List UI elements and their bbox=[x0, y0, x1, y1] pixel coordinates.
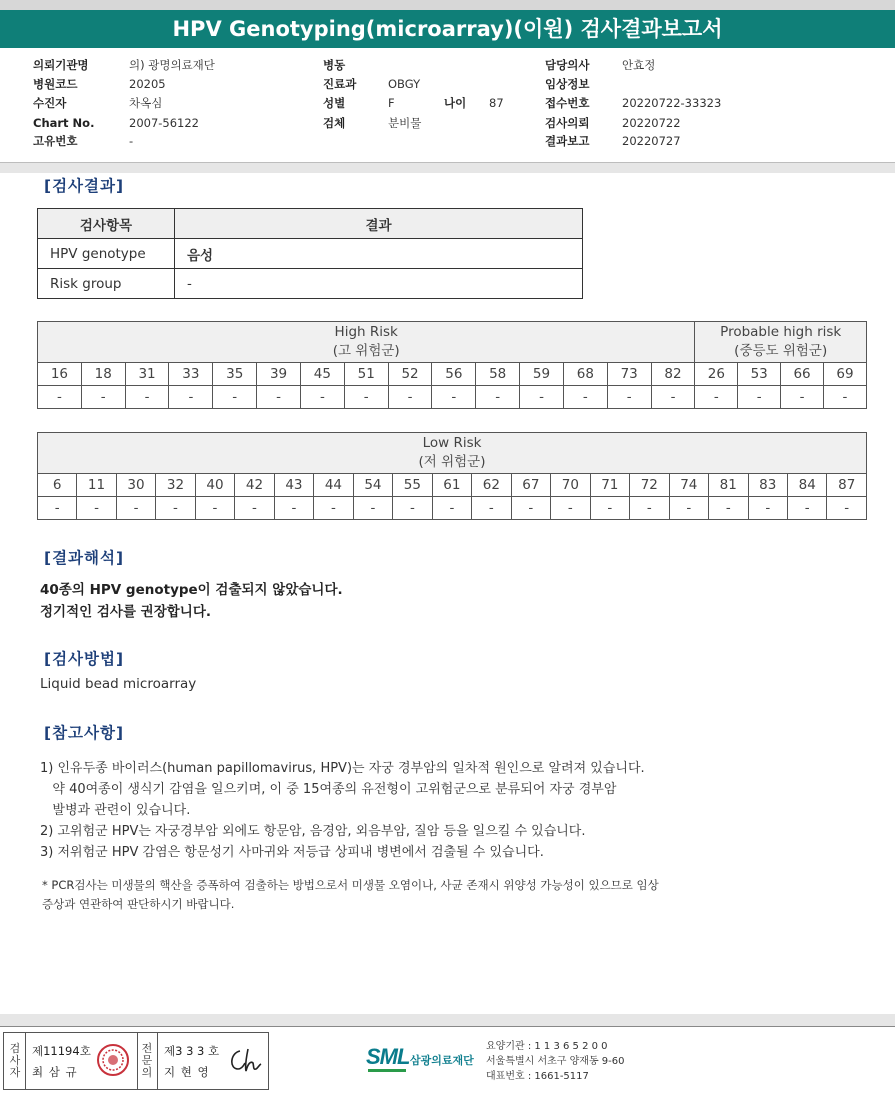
genotype-number: 71 bbox=[590, 474, 629, 497]
interpretation-line-2: 정기적인 검사를 권장합니다. bbox=[40, 604, 212, 620]
low-risk-title-kr: (저 위험군) bbox=[418, 454, 486, 470]
info-value: 2007-56122 bbox=[129, 116, 199, 130]
table-row bbox=[38, 239, 583, 269]
section-method-heading: [검사방법] bbox=[44, 650, 125, 668]
genotype-result: - bbox=[520, 386, 564, 409]
genotype-number: 51 bbox=[344, 363, 388, 386]
genotype-number: 81 bbox=[709, 474, 748, 497]
genotype-result: - bbox=[125, 386, 169, 409]
genotype-result: - bbox=[551, 497, 590, 520]
info-label: 고유번호 bbox=[33, 134, 78, 148]
genotype-number: 32 bbox=[156, 474, 195, 497]
reference-note-line: * PCR검사는 미생물의 핵산을 증폭하여 검출하는 방법으로서 미생물 오염이나, 사균 존재시 위양성 가능성이 있으므로 임상 bbox=[42, 878, 659, 892]
genotype-number: 69 bbox=[823, 363, 866, 386]
low-risk-table bbox=[37, 432, 867, 520]
info-label: 결과보고 bbox=[545, 134, 590, 148]
high-risk-title-kr: (고 위험군) bbox=[332, 343, 400, 359]
genotype-result: - bbox=[476, 386, 520, 409]
tester-license: 제11194호 bbox=[32, 1044, 91, 1058]
genotype-number: 44 bbox=[314, 474, 353, 497]
genotype-number: 83 bbox=[748, 474, 787, 497]
genotype-number: 16 bbox=[38, 363, 82, 386]
genotype-number: 40 bbox=[195, 474, 234, 497]
info-value: OBGY bbox=[388, 77, 421, 91]
info-value: F bbox=[388, 96, 395, 110]
high-risk-header bbox=[38, 322, 695, 363]
logo-underline bbox=[368, 1069, 406, 1072]
genotype-number: 43 bbox=[274, 474, 313, 497]
genotype-number: 62 bbox=[472, 474, 511, 497]
header-item: 검사항목 bbox=[38, 209, 175, 239]
genotype-result: - bbox=[38, 386, 82, 409]
info-label: 병원코드 bbox=[33, 77, 78, 91]
method-text: Liquid bead microarray bbox=[40, 676, 197, 692]
tester-name: 최 삼 규 bbox=[32, 1065, 78, 1079]
genotype-result: - bbox=[738, 386, 781, 409]
genotype-result: - bbox=[116, 497, 155, 520]
high-risk-table bbox=[37, 321, 867, 409]
genotype-number: 58 bbox=[476, 363, 520, 386]
genotype-number: 11 bbox=[77, 474, 116, 497]
tester-seal-icon bbox=[96, 1043, 130, 1077]
genotype-result: - bbox=[827, 497, 867, 520]
reference-list bbox=[40, 758, 645, 863]
genotype-number: 59 bbox=[520, 363, 564, 386]
info-value: 20220722 bbox=[622, 116, 681, 130]
genotype-result: - bbox=[781, 386, 824, 409]
genotype-number: 61 bbox=[432, 474, 471, 497]
address-line: 서울특별시 서초구 양재동 9-60 bbox=[486, 1056, 625, 1067]
address-line: 요양기관 : 1 1 3 6 5 2 0 0 bbox=[486, 1041, 608, 1052]
genotype-number: 35 bbox=[213, 363, 257, 386]
genotype-result: - bbox=[77, 497, 116, 520]
info-label: 진료과 bbox=[323, 77, 357, 91]
genotype-number: 55 bbox=[393, 474, 432, 497]
info-label: 임상정보 bbox=[545, 77, 590, 91]
info-label: 담당의사 bbox=[545, 58, 590, 72]
reference-line: 발병과 관련이 있습니다. bbox=[40, 803, 191, 818]
footer-gray-strip bbox=[0, 1014, 895, 1026]
genotype-result: - bbox=[81, 386, 125, 409]
genotype-result: - bbox=[590, 497, 629, 520]
genotype-number: 56 bbox=[432, 363, 476, 386]
row-item: HPV genotype bbox=[38, 239, 175, 269]
probable-title-en: Probable high risk bbox=[720, 324, 842, 340]
genotype-result: - bbox=[709, 497, 748, 520]
address-line: 대표번호 : 1661-5117 bbox=[486, 1071, 589, 1082]
genotype-result: - bbox=[169, 386, 213, 409]
specialist-license: 제3 3 3 호 bbox=[164, 1044, 220, 1058]
genotype-result: - bbox=[511, 497, 550, 520]
genotype-number: 53 bbox=[738, 363, 781, 386]
reference-line: 2) 고위험군 HPV는 자궁경부암 외에도 항문암, 음경암, 외음부암, 질암 등을 일으킬 수 있습니다. bbox=[40, 824, 586, 839]
specialist-signature-icon bbox=[226, 1045, 264, 1077]
genotype-result: - bbox=[300, 386, 344, 409]
row-item: Risk group bbox=[38, 269, 175, 299]
section-interpretation-heading: [결과해석] bbox=[44, 549, 125, 567]
genotype-result: - bbox=[748, 497, 787, 520]
reference-line: 1) 인유두종 바이러스(human papillomavirus, HPV)는 자궁 경부암의 일차적 원인으로 알려져 있습니다. bbox=[40, 761, 645, 776]
specialist-label: 전 문 의 bbox=[141, 1042, 153, 1079]
footer-divider bbox=[0, 1026, 895, 1027]
reference-line: 약 40여종이 생식기 감염을 일으키며, 이 중 15여종의 유전형이 고위험군으로 분류되어 자궁 경부암 bbox=[40, 782, 617, 797]
genotype-number: 52 bbox=[388, 363, 432, 386]
reference-line: 3) 저위험군 HPV 감염은 항문성기 사마귀와 저등급 상피내 병변에서 검출될 수 있습니다. bbox=[40, 845, 544, 860]
info-value: 20220722-33323 bbox=[622, 96, 722, 110]
genotype-number: 30 bbox=[116, 474, 155, 497]
info-label: 검체 bbox=[323, 116, 346, 130]
probable-title-kr: (중등도 위험군) bbox=[734, 343, 828, 359]
top-gray-strip bbox=[0, 0, 895, 10]
genotype-result: - bbox=[823, 386, 866, 409]
reference-note-line: 증상과 연관하여 판단하시기 바랍니다. bbox=[42, 897, 235, 911]
info-value: - bbox=[129, 134, 134, 148]
reference-note bbox=[42, 876, 659, 914]
genotype-result: - bbox=[432, 386, 476, 409]
header-info bbox=[0, 56, 895, 156]
genotype-number: 18 bbox=[81, 363, 125, 386]
row-result: - bbox=[175, 269, 583, 299]
logo-text: SML bbox=[366, 1044, 410, 1069]
genotype-number: 72 bbox=[630, 474, 669, 497]
section-result-heading: [검사결과] bbox=[44, 177, 125, 195]
genotype-number: 31 bbox=[125, 363, 169, 386]
genotype-result: - bbox=[563, 386, 607, 409]
genotype-result: - bbox=[788, 497, 827, 520]
result-table bbox=[37, 208, 583, 299]
org-name: 삼광의료재단 bbox=[410, 1054, 474, 1067]
info-label: 병동 bbox=[323, 58, 346, 72]
genotype-result: - bbox=[388, 386, 432, 409]
genotype-result: - bbox=[607, 386, 651, 409]
info-value: 안효정 bbox=[622, 58, 656, 72]
info-value: 차옥심 bbox=[129, 96, 163, 110]
genotype-result: - bbox=[314, 497, 353, 520]
genotype-number: 54 bbox=[353, 474, 392, 497]
interpretation-line-1: 40종의 HPV genotype이 검출되지 않았습니다. bbox=[40, 582, 343, 598]
genotype-number: 73 bbox=[607, 363, 651, 386]
genotype-result: - bbox=[257, 386, 301, 409]
genotype-result: - bbox=[695, 386, 738, 409]
info-label: 검사의뢰 bbox=[545, 116, 590, 130]
table-row bbox=[38, 269, 583, 299]
report-title: HPV Genotyping(microarray)(이원) 검사결과보고서 bbox=[0, 10, 895, 48]
sml-logo bbox=[366, 1044, 486, 1074]
genotype-result: - bbox=[235, 497, 274, 520]
genotype-number: 45 bbox=[300, 363, 344, 386]
genotype-number: 6 bbox=[38, 474, 77, 497]
result-table-header bbox=[38, 209, 583, 239]
genotype-result: - bbox=[274, 497, 313, 520]
genotype-number: 87 bbox=[827, 474, 867, 497]
genotype-result: - bbox=[195, 497, 234, 520]
genotype-number: 26 bbox=[695, 363, 738, 386]
tester-label: 검 사 자 bbox=[9, 1042, 21, 1079]
row-result: 음성 bbox=[175, 239, 583, 269]
org-address bbox=[486, 1039, 625, 1084]
genotype-result: - bbox=[393, 497, 432, 520]
header-result: 결과 bbox=[175, 209, 583, 239]
genotype-result: - bbox=[344, 386, 388, 409]
info-label: 접수번호 bbox=[545, 96, 590, 110]
low-risk-header bbox=[38, 433, 867, 474]
genotype-result: - bbox=[156, 497, 195, 520]
genotype-result: - bbox=[651, 386, 695, 409]
genotype-number: 66 bbox=[781, 363, 824, 386]
header-gray-strip bbox=[0, 163, 895, 173]
genotype-result: - bbox=[669, 497, 708, 520]
low-risk-title-en: Low Risk bbox=[422, 435, 482, 451]
probable-high-risk-header bbox=[695, 322, 867, 363]
genotype-number: 74 bbox=[669, 474, 708, 497]
section-reference-heading: [참고사항] bbox=[44, 724, 125, 742]
info-label: 성별 bbox=[323, 96, 346, 110]
info-value: 분비물 bbox=[388, 116, 422, 130]
info-label: 수진자 bbox=[33, 96, 67, 110]
genotype-number: 70 bbox=[551, 474, 590, 497]
info-value: 의) 광명의료재단 bbox=[129, 58, 215, 72]
high-risk-title-en: High Risk bbox=[334, 324, 398, 340]
info-value: 20220727 bbox=[622, 134, 681, 148]
genotype-result: - bbox=[38, 497, 77, 520]
genotype-number: 39 bbox=[257, 363, 301, 386]
signature-box bbox=[3, 1032, 269, 1090]
genotype-result: - bbox=[353, 497, 392, 520]
info-label: 의뢰기관명 bbox=[33, 58, 89, 72]
genotype-number: 84 bbox=[788, 474, 827, 497]
info-value: 20205 bbox=[129, 77, 166, 91]
genotype-number: 68 bbox=[563, 363, 607, 386]
genotype-number: 33 bbox=[169, 363, 213, 386]
genotype-number: 82 bbox=[651, 363, 695, 386]
age-value: 87 bbox=[489, 96, 504, 110]
age-label: 나이 bbox=[444, 96, 467, 110]
genotype-result: - bbox=[472, 497, 511, 520]
genotype-result: - bbox=[432, 497, 471, 520]
genotype-number: 67 bbox=[511, 474, 550, 497]
genotype-result: - bbox=[630, 497, 669, 520]
genotype-result: - bbox=[213, 386, 257, 409]
specialist-name: 지 현 영 bbox=[164, 1065, 210, 1079]
info-label: Chart No. bbox=[33, 116, 95, 130]
genotype-number: 42 bbox=[235, 474, 274, 497]
